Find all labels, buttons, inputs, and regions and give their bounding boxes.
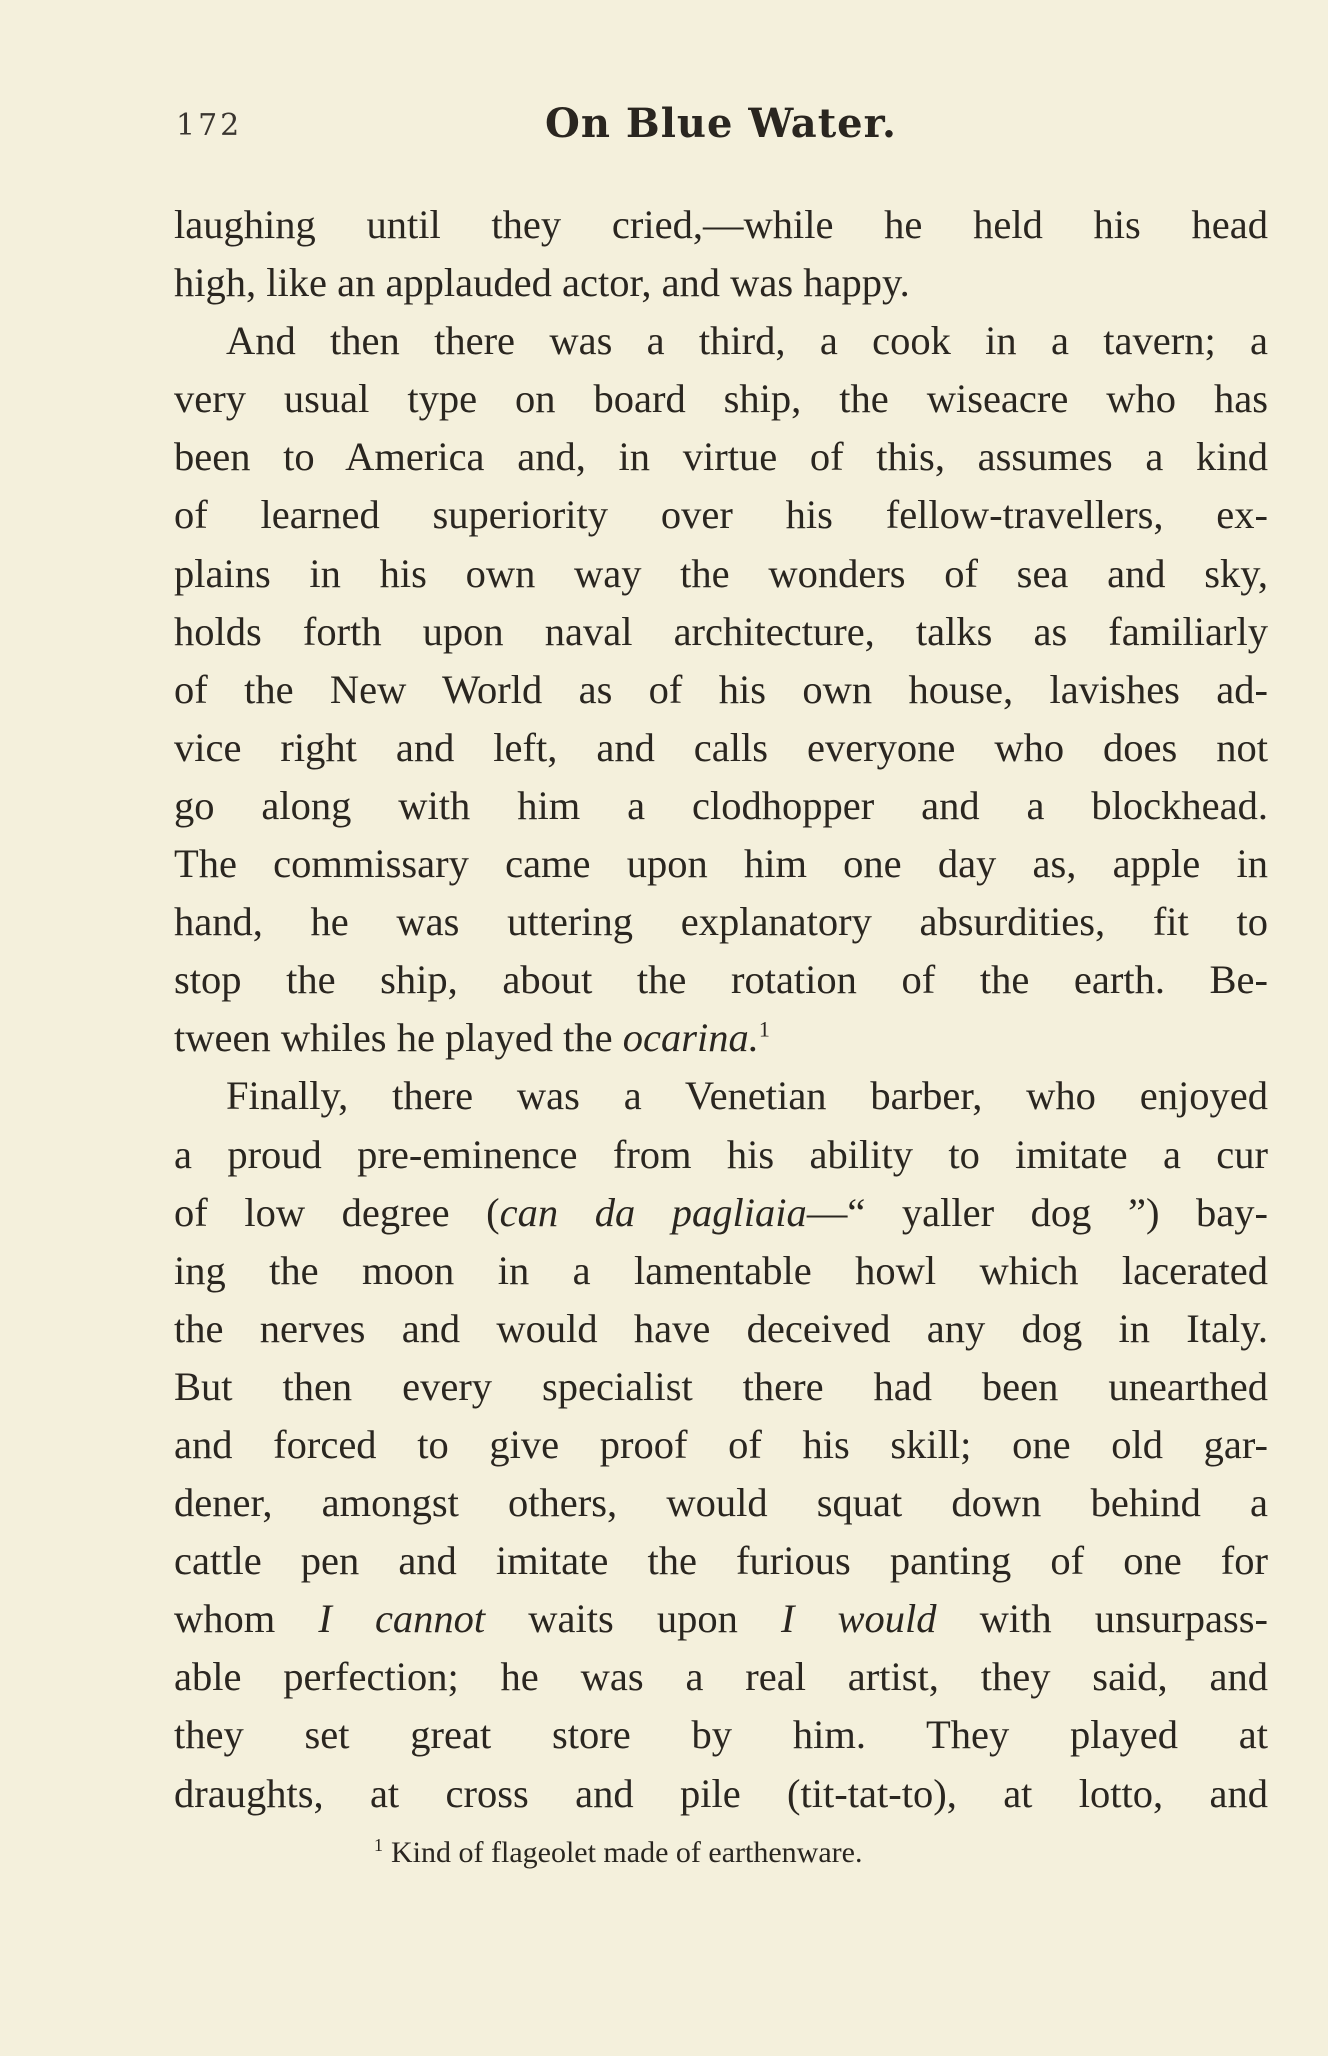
text-line: But then every specialist there had been unearthed bbox=[174, 1363, 1268, 1409]
footnote bbox=[374, 1836, 862, 1870]
text-line bbox=[174, 1590, 1268, 1648]
text-line: of the New World as of his own house, lavishes ad- bbox=[174, 666, 1268, 712]
italic-phrase: I would bbox=[780, 1596, 937, 1642]
text-line bbox=[174, 1009, 1268, 1067]
text-line: draughts, at cross and pile (tit-tat-to), at lotto, and bbox=[174, 1770, 1268, 1816]
text-line: go along with him a clodhopper and a blockhead. bbox=[174, 782, 1268, 828]
italic-phrase: can da pagliaia bbox=[499, 1189, 807, 1235]
text-line: very usual type on board ship, the wiseacre who has bbox=[174, 376, 1268, 422]
text-line: of learned superiority over his fellow-travellers, ex- bbox=[174, 492, 1268, 538]
paragraph-2 bbox=[174, 312, 1268, 1067]
text-line: cattle pen and imitate the furious panting of one for bbox=[174, 1538, 1268, 1584]
text-line: and forced to give proof of his skill; one old gar- bbox=[174, 1421, 1268, 1467]
text-line: ing the moon in a lamentable howl which lacerated bbox=[174, 1247, 1268, 1293]
text-line: Finally, there was a Venetian barber, who enjoyed bbox=[226, 1073, 1268, 1119]
paragraph-3 bbox=[174, 1067, 1268, 1822]
running-title: On Blue Water. bbox=[545, 100, 897, 147]
footnote-mark: 1 bbox=[374, 1835, 383, 1855]
text-segment: waits upon bbox=[485, 1596, 781, 1642]
italic-phrase: I cannot bbox=[318, 1596, 486, 1642]
text-line: laughing until they cried,—while he held his head bbox=[174, 202, 1268, 247]
text-segment: whom bbox=[174, 1596, 319, 1642]
italic-word: ocarina. bbox=[622, 1015, 759, 1061]
paragraph-1 bbox=[174, 196, 1268, 312]
page-header bbox=[176, 100, 1266, 156]
text-line: they set great store by him. They played at bbox=[174, 1712, 1268, 1758]
text-line: holds forth upon naval architecture, talks as familiarly bbox=[174, 608, 1268, 654]
page-number: 172 bbox=[176, 108, 243, 143]
text-line: And then there was a third, a cook in a tavern; a bbox=[226, 318, 1268, 364]
footnote-reference: 1 bbox=[758, 1016, 770, 1042]
text-line: able perfection; he was a real artist, they said, and bbox=[174, 1654, 1268, 1700]
text-line: the nerves and would have deceived any dog in Italy. bbox=[174, 1305, 1268, 1351]
text-line: hand, he was uttering explanatory absurdities, fit to bbox=[174, 899, 1268, 945]
text-segment: —“ yaller dog ”) bay- bbox=[806, 1189, 1268, 1235]
text-line: plains in his own way the wonders of sea and sky, bbox=[174, 550, 1268, 596]
text-line: been to America and, in virtue of this, assumes a kind bbox=[174, 434, 1268, 480]
text-segment: of low degree ( bbox=[174, 1189, 500, 1235]
text-segment: tween whiles he played the bbox=[174, 1015, 623, 1061]
text-line: a proud pre-eminence from his ability to imitate a cur bbox=[174, 1131, 1268, 1177]
text-line: high, like an applauded actor, and was happy. bbox=[174, 260, 910, 306]
text-line: vice right and left, and calls everyone who does not bbox=[174, 724, 1268, 770]
body-text bbox=[174, 196, 1268, 1823]
text-line: dener, amongst others, would squat down behind a bbox=[174, 1480, 1268, 1526]
text-segment: with unsurpass- bbox=[936, 1596, 1268, 1642]
footnote-text: Kind of flageolet made of earthenware. bbox=[391, 1836, 863, 1869]
text-line: The commissary came upon him one day as, apple in bbox=[174, 841, 1268, 887]
text-line: stop the ship, about the rotation of the earth. Be- bbox=[174, 957, 1268, 1003]
text-line bbox=[174, 1184, 1268, 1242]
